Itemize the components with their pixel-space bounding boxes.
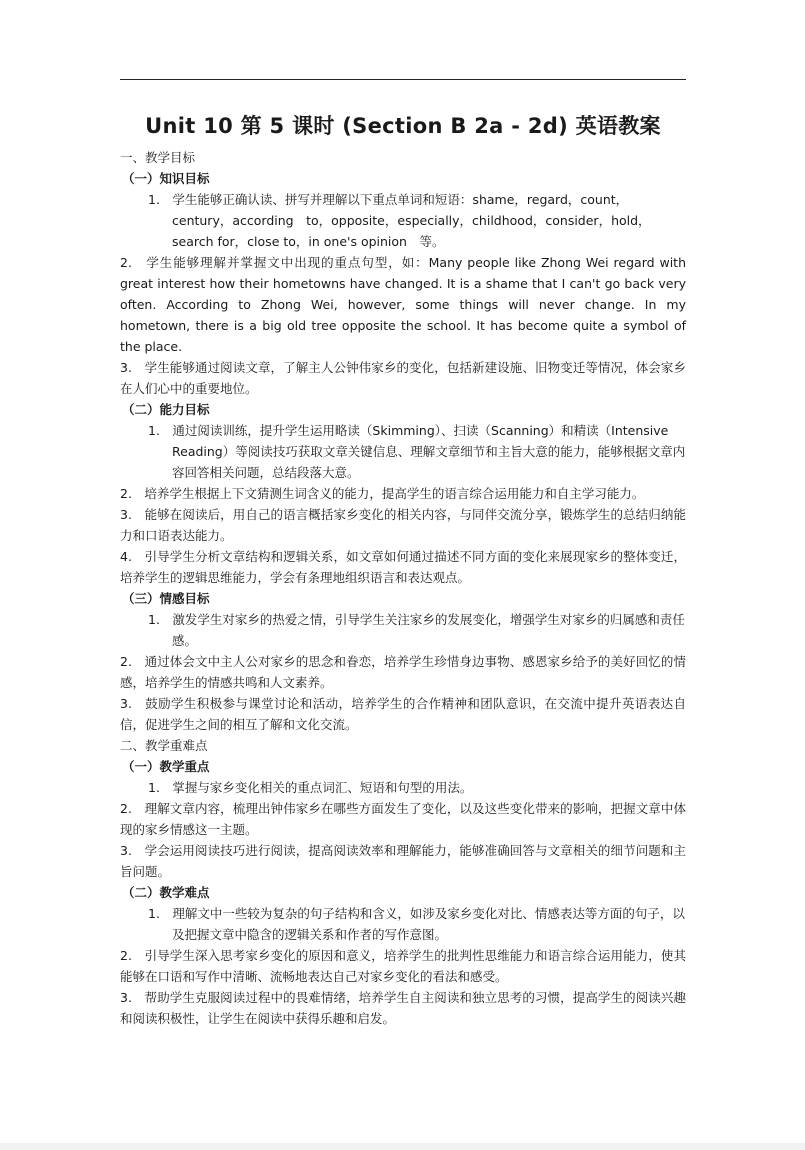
subheading-ability: （二）能力目标: [122, 402, 210, 417]
paragraph: 3. 鼓励学生积极参与课堂讨论和活动，培养学生的合作精神和团队意识，在交流中提升英语表达自信，促进学生之间的相互了解和文化交流。: [120, 696, 686, 732]
paragraph: 3. 帮助学生克服阅读过程中的畏难情绪，培养学生自主阅读和独立思考的习惯，提高学生的阅读兴趣和阅读积极性，让学生在阅读中获得乐趣和启发。: [120, 990, 686, 1026]
list-item: 1. 理解文中一些较为复杂的句子结构和含义，如涉及家乡变化对比、情感表达等方面的句子，以及把握文章中隐含的逻辑关系和作者的写作意图。: [148, 906, 685, 942]
paragraph: 3. 学生能够通过阅读文章，了解主人公钟伟家乡的变化，包括新建设施、旧物变迁等情况，体会家乡在人们心中的重要地位。: [120, 360, 686, 396]
section-heading-keypoints: 二、教学重难点: [120, 738, 208, 753]
header-rule: [120, 79, 686, 80]
subheading-focus: （一）教学重点: [122, 759, 210, 774]
subheading-difficulty: （二）教学难点: [122, 885, 210, 900]
subheading-knowledge: （一）知识目标: [122, 171, 210, 186]
list-item: 1. 掌握与家乡变化相关的重点词汇、短语和句型的用法。: [148, 780, 473, 795]
paragraph: 2. 通过体会文中主人公对家乡的思念和眷恋，培养学生珍惜身边事物、感恩家乡给予的美好回忆的情感，培养学生的情感共鸣和人文素养。: [120, 654, 686, 690]
document-body: [120, 108, 686, 1029]
document-title: Unit 10 第 5 课时 (Section B 2a - 2d) 英语教案: [145, 114, 661, 138]
paragraph: 2. 学生能够理解并掌握文中出现的重点句型，如：Many people like Zhong Wei regard with great interest how their hometowns have changed. It is a shame that I can't go back very often. According to Zhong Wei, however, some things will never change. In my hometown, there is a big old tree opposite the school. It has become quite a symbol of the place.: [120, 255, 686, 354]
list-item: 1. 学生能够正确认读、拼写并理解以下重点单词和短语：shame，regard，count，century，according to，opposite，especially，childhood，consider，hold，search for，close to，in one's opinion 等。: [148, 192, 651, 249]
paragraph: 2. 培养学生根据上下文猜测生词含义的能力，提高学生的语言综合运用能力和自主学习能力。: [120, 486, 645, 501]
page-edge: [0, 1143, 805, 1150]
paragraph: 2. 引导学生深入思考家乡变化的原因和意义，培养学生的批判性思维能力和语言综合运用能力，使其能够在口语和写作中清晰、流畅地表达自己对家乡变化的看法和感受。: [120, 948, 686, 984]
subheading-emotion: （三）情感目标: [122, 591, 210, 606]
paragraph: 4. 引导学生分析文章结构和逻辑关系，如文章如何通过描述不同方面的变化来展现家乡的整体变迁，培养学生的逻辑思维能力，学会有条理地组织语言和表达观点。: [120, 549, 686, 585]
paragraph: 3. 能够在阅读后，用自己的语言概括家乡变化的相关内容，与同伴交流分享，锻炼学生的总结归纳能力和口语表达能力。: [120, 507, 686, 543]
list-item: 1. 激发学生对家乡的热爱之情，引导学生关注家乡的发展变化，增强学生对家乡的归属感和责任感。: [148, 612, 685, 648]
list-item: 1. 通过阅读训练，提升学生运用略读（Skimming）、扫读（Scanning）和精读（Intensive Reading）等阅读技巧获取文章关键信息、理解文章细节和主旨大意的能力，能够根据文章内容回答相关问题，总结段落大意。: [148, 423, 686, 480]
paragraph: 3. 学会运用阅读技巧进行阅读，提高阅读效率和理解能力，能够准确回答与文章相关的细节问题和主旨问题。: [120, 843, 686, 879]
section-heading-goals: 一、教学目标: [120, 150, 196, 165]
paragraph: 2. 理解文章内容，梳理出钟伟家乡在哪些方面发生了变化，以及这些变化带来的影响，把握文章中体现的家乡情感这一主题。: [120, 801, 686, 837]
